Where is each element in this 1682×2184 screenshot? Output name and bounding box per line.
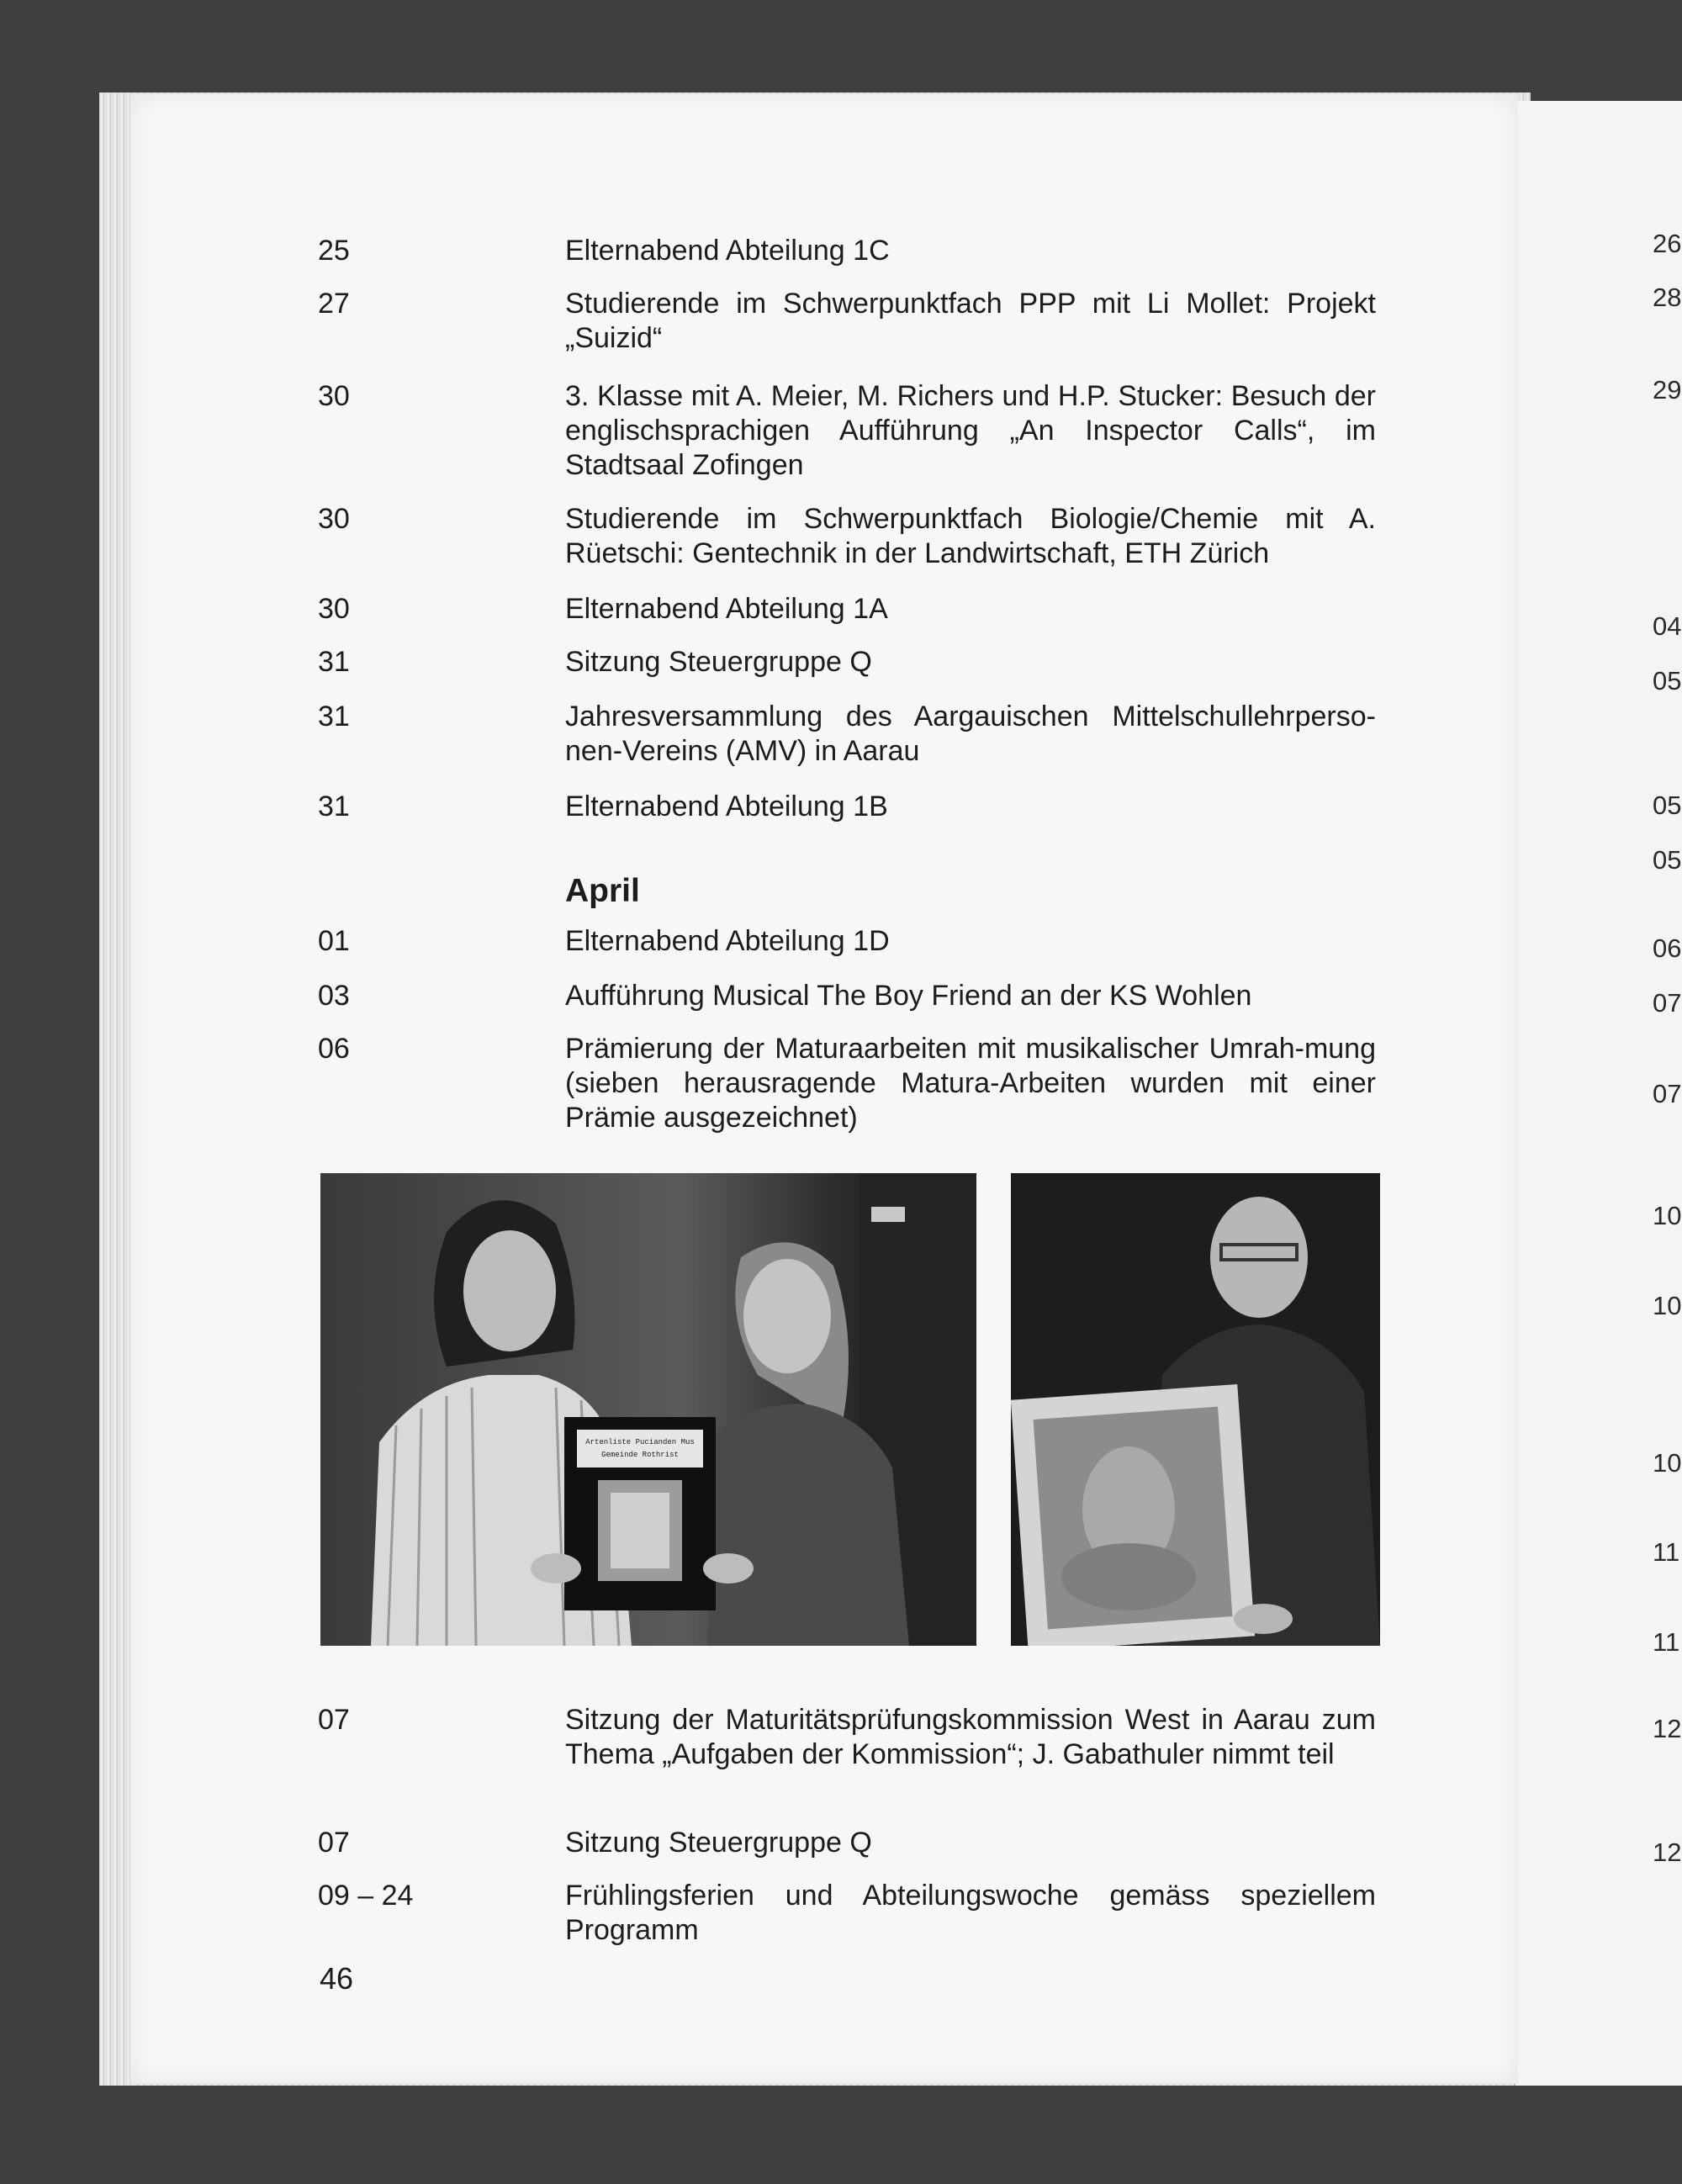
facing-page-number: 28 bbox=[1653, 283, 1682, 312]
entry-text: Sitzung der Maturitätsprüfungskommission West in Aarau zum Thema „Aufgaben der Kommission“; J. Gabathuler nimmt teil bbox=[565, 1704, 1376, 1770]
entry-day: 07 bbox=[318, 1827, 350, 1859]
facing-page-number: 26 bbox=[1653, 229, 1682, 258]
facing-page-number: 10 bbox=[1653, 1291, 1682, 1320]
entry-day: 30 bbox=[318, 380, 350, 412]
facing-page-number: 05 bbox=[1653, 791, 1682, 820]
facing-page-number: 11 bbox=[1653, 1627, 1680, 1657]
entry-text: Elternabend Abteilung 1C bbox=[565, 235, 890, 267]
entry-day: 09 – 24 bbox=[318, 1880, 414, 1912]
entry-day: 27 bbox=[318, 288, 350, 320]
binder-label-line-2: Gemeinde Rothrist bbox=[601, 1451, 679, 1459]
facing-page-number: 05 bbox=[1653, 845, 1682, 875]
entry-day: 31 bbox=[318, 646, 350, 678]
entry-day: 31 bbox=[318, 791, 350, 822]
entry-text: 3. Klasse mit A. Meier, M. Richers und H.P. Stucker: Besuch der englischsprachigen Aufführung „An Inspector Calls“, im Stadtsaal Zofingen bbox=[565, 380, 1376, 481]
facing-page-number: 07 bbox=[1653, 988, 1682, 1018]
binder-label-line-1: Artenliste Pucianden Mus bbox=[585, 1438, 695, 1446]
entry-text: Elternabend Abteilung 1D bbox=[565, 925, 890, 957]
entry-day: 30 bbox=[318, 503, 350, 535]
facing-page-number: 12 bbox=[1653, 1714, 1682, 1743]
entry-text: Studierende im Schwerpunktfach PPP mit Li Mollet: Projekt „Suizid“ bbox=[565, 288, 1376, 354]
entry-text: Frühlingsferien und Abteilungswoche gemäss speziellem Programm bbox=[565, 1880, 1376, 1946]
facing-page-number: 29 bbox=[1653, 375, 1682, 405]
facing-page-number: 04 bbox=[1653, 611, 1682, 641]
page-number: 46 bbox=[320, 1961, 354, 1996]
entry-text: Jahresversammlung des Aargauischen Mittelschullehrperso-nen-Vereins (AMV) in Aarau bbox=[565, 701, 1376, 767]
facing-page-number: 11 bbox=[1653, 1537, 1680, 1567]
facing-page-number: 10 bbox=[1653, 1201, 1682, 1230]
entry-day: 03 bbox=[318, 980, 350, 1012]
photo-award-women-image bbox=[320, 1173, 976, 1646]
facing-page-number: 12 bbox=[1653, 1838, 1682, 1867]
month-heading: April bbox=[565, 873, 640, 909]
entry-day: 31 bbox=[318, 701, 350, 732]
entry-day: 06 bbox=[318, 1033, 350, 1065]
entry-day: 25 bbox=[318, 235, 350, 267]
facing-page-number: 06 bbox=[1653, 933, 1682, 963]
entry-text: Aufführung Musical The Boy Friend an der KS Wohlen bbox=[565, 980, 1252, 1012]
entry-day: 01 bbox=[318, 925, 350, 957]
entry-text: Prämierung der Maturaarbeiten mit musikalischer Umrah-mung (sieben herausragende Matura-Arbeiten wurden mit einer Prämie ausgezeichnet) bbox=[565, 1033, 1376, 1134]
facing-page-number: 07 bbox=[1653, 1079, 1682, 1108]
entry-text: Sitzung Steuergruppe Q bbox=[565, 1827, 872, 1859]
facing-page-number: 10 bbox=[1653, 1448, 1682, 1478]
entry-day: 07 bbox=[318, 1704, 350, 1736]
entry-text: Studierende im Schwerpunktfach Biologie/Chemie mit A. Rüetschi: Gentechnik in der Landwirtschaft, ETH Zürich bbox=[565, 503, 1376, 569]
entry-text: Elternabend Abteilung 1A bbox=[565, 593, 888, 625]
entry-day: 30 bbox=[318, 593, 350, 625]
facing-page-number: 05 bbox=[1653, 666, 1682, 695]
photo-award-women bbox=[320, 1173, 976, 1646]
entry-text: Elternabend Abteilung 1B bbox=[565, 791, 888, 822]
photo-award-man bbox=[1011, 1173, 1380, 1646]
entry-text: Sitzung Steuergruppe Q bbox=[565, 646, 872, 678]
photo-award-man-image bbox=[1011, 1173, 1380, 1646]
